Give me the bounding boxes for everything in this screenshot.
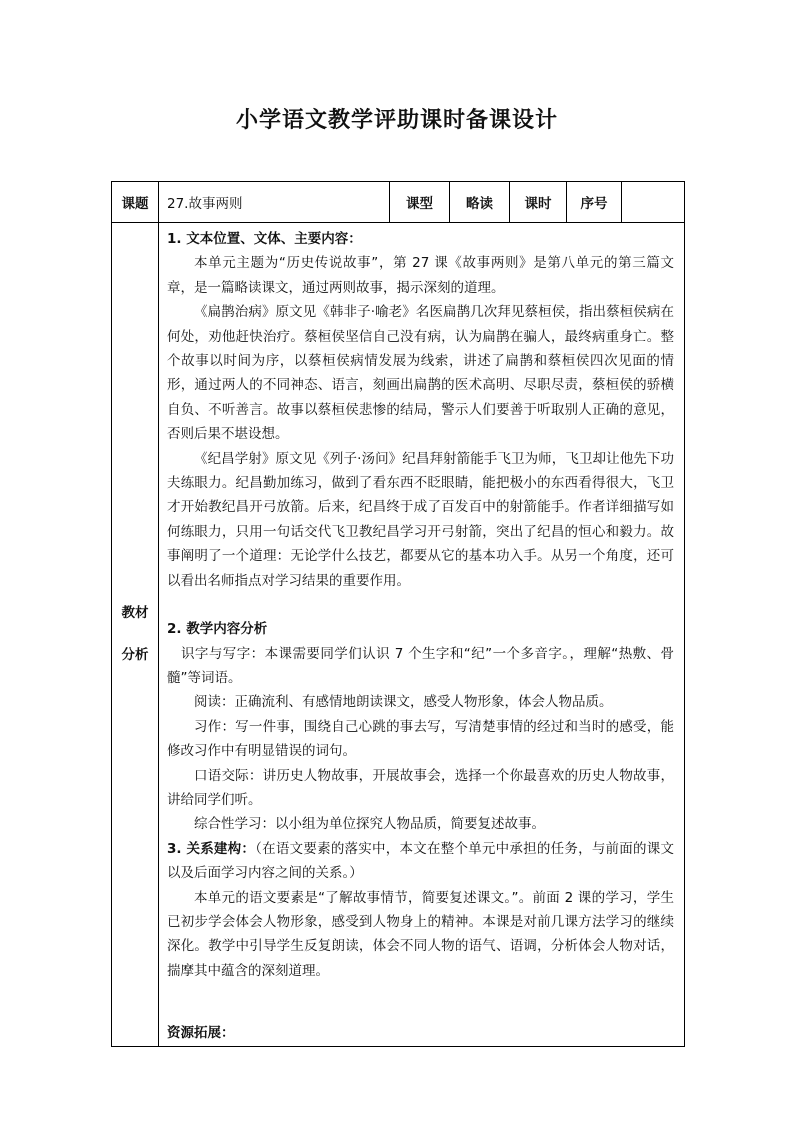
analysis-content: [159, 223, 685, 1047]
section2-heading: 2. 教学内容分析: [167, 621, 268, 638]
section2-paragraph: 识字与写字：本课需要同学们认识 7 个生字和“纪”一个多音字。，理解“热敷、骨髓”等词语。: [167, 645, 674, 686]
type-label: 课型: [390, 182, 450, 223]
section3-paragraph: 本单元的语文要素是“了解故事情节，简要复述课文。”。前面 2 课的学习，学生已初步学会体会人物形象，感受到人物身上的精神。本课是对前几课方法学习的继续深化。教学中引导学生反复朗读，体会不同人物的语气、语调，分析体会人物对话，揣摩其中蕴含的深刻道理。: [167, 889, 674, 979]
topic-value: 27.故事两则: [159, 182, 390, 223]
section1-paragraph: 《纪昌学射》原文见《列子·汤问》纪昌拜射箭能手飞卫为师，飞卫却让他先下功夫练眼力。纪昌勤加练习，做到了看东西不眨眼睛，能把极小的东西看得很大，飞卫才开始教纪昌开弓放箭。后来，纪昌终于成了百发百中的射箭能手。作者详细描写如何练眼力，只用一句话交代飞卫教纪昌学习开弓射箭，突出了纪昌的恒心和毅力。故事阐明了一个道理：无论学什么技艺，都要从它的基本功入手。从另一个角度，还可以看出名师指点对学习结果的重要作用。: [167, 450, 674, 589]
section2-paragraph: 综合性学习：以小组为单位探究人物品质，简要复述故事。: [194, 816, 545, 833]
section4-heading: 资源拓展：: [167, 1025, 235, 1042]
hours-label: 课时: [510, 182, 567, 223]
lesson-plan-table: [111, 181, 685, 1047]
spacer: [167, 593, 674, 617]
section2-paragraph: 阅读：正确流利、有感情地朗读课文，感受人物形象，体会人物品质。: [194, 694, 613, 711]
section2-paragraph: 口语交际：讲历史人物故事，开展故事会，选择一个你最喜欢的历史人物故事，讲给同学们听。: [167, 767, 674, 808]
section2-paragraph: 习作：写一件事，围绕自己心跳的事去写，写清楚事情的经过和当时的感受，能修改习作中有明显错误的词句。: [167, 718, 674, 760]
content-row: [112, 223, 685, 1047]
section3-heading-line: [167, 837, 674, 886]
topic-label: 课题: [112, 182, 159, 223]
type-value: 略读: [450, 182, 510, 223]
page-title: 小学语文教学评助课时备课设计: [235, 108, 558, 133]
section3-note: （在语文要素的落实中，本文在整个单元中承担的任务，与前面的课文以及后面学习内容之间的关系。）: [167, 840, 675, 882]
spacer: [167, 1007, 674, 1021]
section3-heading: 3. 关系建构：: [167, 840, 256, 857]
header-row: [112, 182, 685, 223]
section1-paragraph: 本单元主题为“历史传说故事”，第 27 课《故事两则》是第八单元的第三篇文章，是一篇略读课文，通过两则故事，揭示深刻的道理。: [167, 255, 674, 296]
seq-label: 序号: [567, 182, 622, 223]
side-label-line2: 分析: [121, 647, 149, 664]
seq-value: [622, 182, 685, 223]
section1-heading: 1. 文本位置、文体、主要内容：: [167, 231, 362, 247]
side-label: [112, 223, 159, 1047]
section1-paragraph: 《扁鹊治病》原文见《韩非子·喻老》名医扁鹊几次拜见蔡桓侯，指出蔡桓侯病在何处，劝他赶快治疗。蔡桓侯坚信自己没有病，认为扁鹊在骗人，最终病重身亡。整个故事以时间为序，以蔡桓侯病情发展为线索，讲述了扁鹊和蔡桓侯四次见面的情形，通过两人的不同神态、语言，刻画出扁鹊的医术高明、尽职尽责，蔡桓侯的骄横自负、不听善言。故事以蔡桓侯悲惨的结局，警示人们要善于听取别人正确的意见，否则后果不堪设想。: [167, 304, 674, 443]
spacer: [167, 983, 674, 1007]
side-label-line1: 教材: [121, 605, 149, 622]
